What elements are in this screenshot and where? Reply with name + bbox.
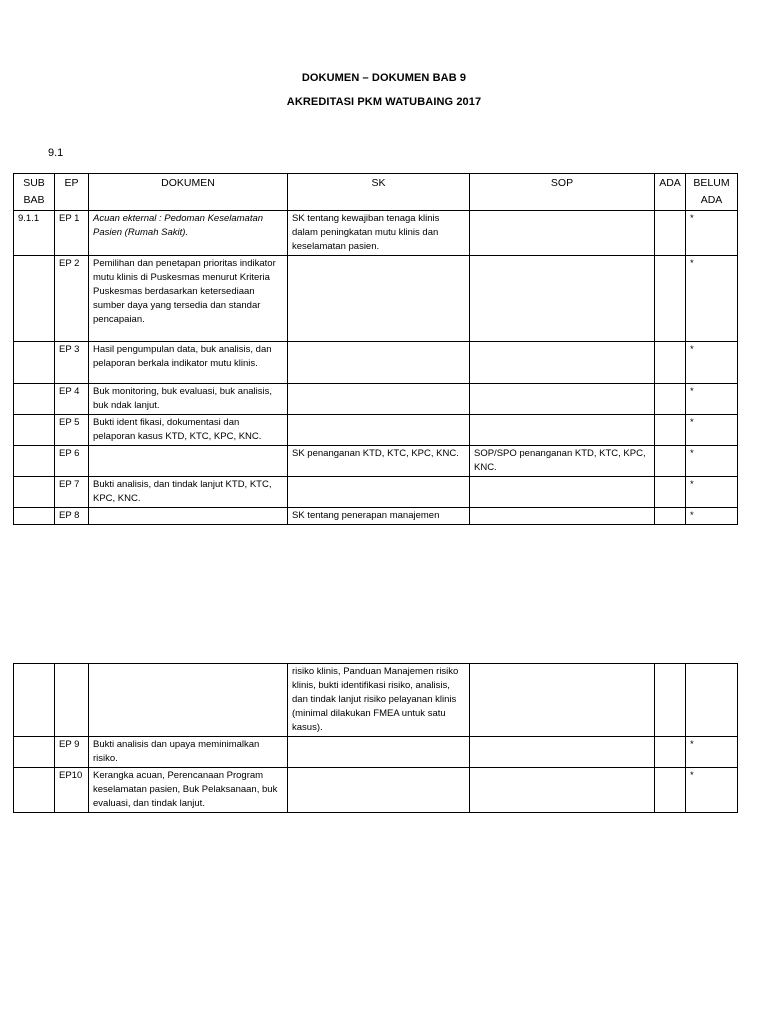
cell-sub-bab bbox=[14, 768, 55, 813]
cell-belum-ada: * bbox=[686, 737, 738, 768]
cell-sop bbox=[470, 477, 655, 508]
cell-dokumen: Pemilihan dan penetapan prioritas indikator mutu klinis di Puskesmas menurut Kriteria Puskesmas berdasarkan ketersediaan sumber daya yang tersedia dan standar pencapaian. bbox=[89, 256, 288, 342]
cell-ada bbox=[655, 384, 686, 415]
cell-sk bbox=[288, 737, 470, 768]
cell-dokumen bbox=[89, 664, 288, 737]
cell-ada bbox=[655, 415, 686, 446]
cell-sk bbox=[288, 415, 470, 446]
cell-ep: EP 9 bbox=[55, 737, 89, 768]
cell-sub-bab bbox=[14, 664, 55, 737]
cell-ada bbox=[655, 256, 686, 342]
cell-ep: EP 6 bbox=[55, 446, 89, 477]
table-row bbox=[14, 508, 738, 525]
cell-sop bbox=[470, 737, 655, 768]
document-table-page1 bbox=[13, 173, 738, 525]
cell-ada bbox=[655, 664, 686, 737]
table-header-row bbox=[14, 174, 738, 211]
cell-sub-bab bbox=[14, 384, 55, 415]
cell-sk: SK penanganan KTD, KTC, KPC, KNC. bbox=[288, 446, 470, 477]
document-subtitle: AKREDITASI PKM WATUBAING 2017 bbox=[286, 96, 482, 108]
header-dokumen: DOKUMEN bbox=[89, 174, 288, 211]
table-row bbox=[14, 384, 738, 415]
cell-sk: risiko klinis, Panduan Manajemen risiko klinis, bukti identifikasi risiko, analisis, dan tindak lanjut risiko pelayanan klinis (minimal dilakukan FMEA untuk satu kasus). bbox=[288, 664, 470, 737]
cell-belum-ada: * bbox=[686, 768, 738, 813]
table-row bbox=[14, 446, 738, 477]
cell-sk bbox=[288, 384, 470, 415]
cell-belum-ada: * bbox=[686, 384, 738, 415]
cell-sk bbox=[288, 768, 470, 813]
cell-belum-ada: * bbox=[686, 477, 738, 508]
cell-sub-bab bbox=[14, 737, 55, 768]
cell-ada bbox=[655, 211, 686, 256]
cell-ep: EP 8 bbox=[55, 508, 89, 525]
cell-ep: EP 4 bbox=[55, 384, 89, 415]
cell-dokumen bbox=[89, 508, 288, 525]
cell-sk: SK tentang kewajiban tenaga klinis dalam peningkatan mutu klinis dan keselamatan pasien. bbox=[288, 211, 470, 256]
cell-dokumen: Bukti ident fikasi, dokumentasi dan pelaporan kasus KTD, KTC, KPC, KNC. bbox=[89, 415, 288, 446]
cell-sub-bab: 9.1.1 bbox=[14, 211, 55, 256]
table-row bbox=[14, 342, 738, 384]
cell-sop bbox=[470, 256, 655, 342]
cell-sk bbox=[288, 256, 470, 342]
cell-ep: EP 3 bbox=[55, 342, 89, 384]
cell-sop bbox=[470, 508, 655, 525]
cell-sop bbox=[470, 768, 655, 813]
table-row bbox=[14, 256, 738, 342]
cell-sop bbox=[470, 664, 655, 737]
cell-sub-bab bbox=[14, 342, 55, 384]
cell-dokumen: Hasil pengumpulan data, buk analisis, dan pelaporan berkala indikator mutu klinis. bbox=[89, 342, 288, 384]
cell-sub-bab bbox=[14, 256, 55, 342]
cell-sub-bab bbox=[14, 446, 55, 477]
document-table-page2 bbox=[13, 663, 738, 813]
cell-sop bbox=[470, 211, 655, 256]
cell-ada bbox=[655, 737, 686, 768]
header-ada: ADA bbox=[655, 174, 686, 211]
cell-ep: EP 7 bbox=[55, 477, 89, 508]
cell-ada bbox=[655, 508, 686, 525]
cell-sub-bab bbox=[14, 415, 55, 446]
cell-belum-ada: * bbox=[686, 446, 738, 477]
cell-ep: EP 1 bbox=[55, 211, 89, 256]
cell-belum-ada: * bbox=[686, 508, 738, 525]
cell-ep: EP10 bbox=[55, 768, 89, 813]
cell-dokumen: Acuan ekternal : Pedoman Keselamatan Pasien (Rumah Sakit). bbox=[89, 211, 288, 256]
cell-dokumen: Kerangka acuan, Perencanaan Program keselamatan pasien, Buk Pelaksanaan, buk evaluasi, dan tindak lanjut. bbox=[89, 768, 288, 813]
cell-ada bbox=[655, 342, 686, 384]
cell-sub-bab bbox=[14, 508, 55, 525]
cell-ep: EP 5 bbox=[55, 415, 89, 446]
cell-dokumen: Buk monitoring, buk evaluasi, buk analisis, buk ndak lanjut. bbox=[89, 384, 288, 415]
cell-ada bbox=[655, 446, 686, 477]
cell-sop bbox=[470, 384, 655, 415]
cell-belum-ada: * bbox=[686, 256, 738, 342]
header-ep: EP bbox=[55, 174, 89, 211]
header-sk: SK bbox=[288, 174, 470, 211]
cell-sop: SOP/SPO penanganan KTD, KTC, KPC, KNC. bbox=[470, 446, 655, 477]
section-number: 9.1 bbox=[48, 147, 64, 159]
cell-sop bbox=[470, 342, 655, 384]
table-row bbox=[14, 477, 738, 508]
cell-belum-ada: * bbox=[686, 342, 738, 384]
cell-ep: EP 2 bbox=[55, 256, 89, 342]
cell-dokumen bbox=[89, 446, 288, 477]
cell-ada bbox=[655, 768, 686, 813]
cell-sk bbox=[288, 342, 470, 384]
cell-belum-ada: * bbox=[686, 415, 738, 446]
cell-sk bbox=[288, 477, 470, 508]
cell-sk: SK tentang penerapan manajemen bbox=[288, 508, 470, 525]
header-sop: SOP bbox=[470, 174, 655, 211]
cell-dokumen: Bukti analisis dan upaya meminimalkan risiko. bbox=[89, 737, 288, 768]
table-row bbox=[14, 415, 738, 446]
cell-ada bbox=[655, 477, 686, 508]
table-row bbox=[14, 737, 738, 768]
cell-dokumen: Bukti analisis, dan tindak lanjut KTD, KTC, KPC, KNC. bbox=[89, 477, 288, 508]
header-belum-ada: BELUM ADA bbox=[686, 174, 738, 211]
document-title: DOKUMEN – DOKUMEN BAB 9 bbox=[301, 72, 467, 84]
cell-ep bbox=[55, 664, 89, 737]
cell-belum-ada bbox=[686, 664, 738, 737]
table-row bbox=[14, 211, 738, 256]
cell-sub-bab bbox=[14, 477, 55, 508]
cell-belum-ada: * bbox=[686, 211, 738, 256]
cell-sop bbox=[470, 415, 655, 446]
table-row bbox=[14, 768, 738, 813]
table-row bbox=[14, 664, 738, 737]
header-sub-bab: SUB BAB bbox=[14, 174, 55, 211]
